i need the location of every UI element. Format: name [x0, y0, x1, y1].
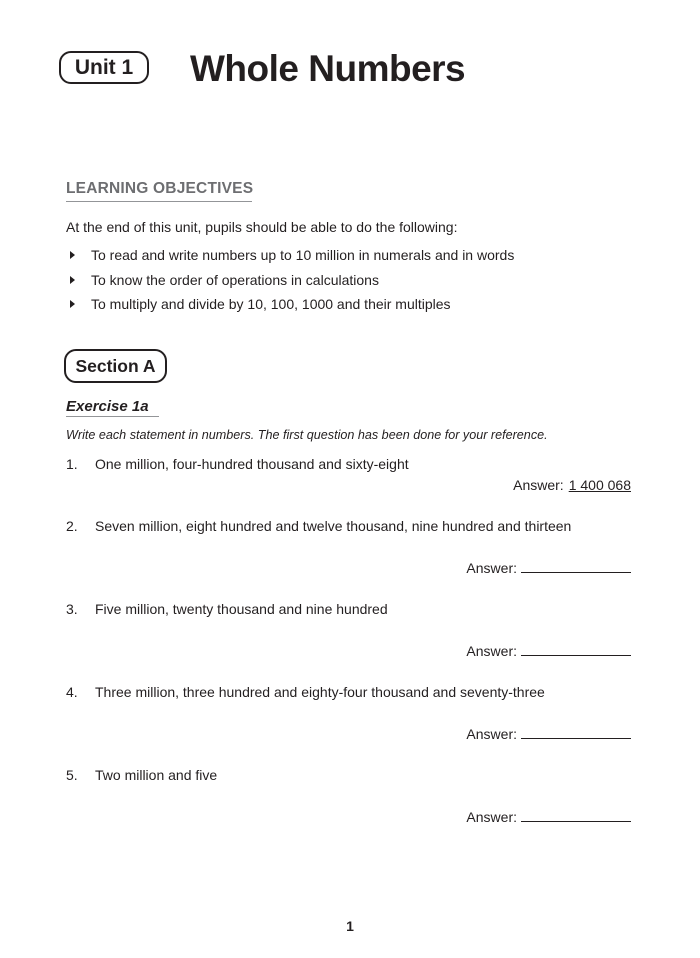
- answer-blank[interactable]: [521, 737, 631, 739]
- question-number: 1.: [66, 456, 78, 472]
- question-4: [66, 684, 545, 700]
- question-text: Seven million, eight hundred and twelve thousand, nine hundred and thirteen: [95, 518, 572, 534]
- question-number: 5.: [66, 767, 78, 783]
- section-badge: [64, 349, 167, 383]
- learning-objectives-heading: LEARNING OBJECTIVES: [66, 180, 252, 202]
- objective-item: [66, 268, 514, 293]
- question-number: 3.: [66, 601, 78, 617]
- section-label: Section A: [75, 355, 156, 376]
- objectives-list: [66, 243, 514, 317]
- answer-5: [466, 809, 631, 825]
- answer-4: [466, 726, 631, 742]
- answer-label: Answer:: [466, 643, 517, 659]
- answer-value: 1 400 068: [568, 477, 631, 493]
- exercise-instructions: Write each statement in numbers. The first question has been done for your reference.: [66, 428, 548, 442]
- answer-blank[interactable]: [521, 571, 631, 573]
- question-number: 4.: [66, 684, 78, 700]
- answer-label: Answer:: [466, 560, 517, 576]
- objective-item: [66, 292, 514, 317]
- question-text: Three million, three hundred and eighty-four thousand and seventy-three: [95, 684, 545, 700]
- question-text: One million, four-hundred thousand and sixty-eight: [95, 456, 409, 472]
- objective-item: [66, 243, 514, 268]
- answer-blank[interactable]: [521, 820, 631, 822]
- unit-title: Whole Numbers: [190, 48, 466, 89]
- triangle-bullet-icon: [70, 300, 75, 308]
- question-1: [66, 456, 409, 472]
- answer-blank[interactable]: [521, 654, 631, 656]
- question-number: 2.: [66, 518, 78, 534]
- learning-objectives-intro: At the end of this unit, pupils should be able to do the following:: [66, 219, 458, 235]
- question-2: [66, 518, 571, 534]
- question-text: Two million and five: [95, 767, 218, 783]
- question-5: [66, 767, 217, 783]
- unit-badge: [59, 51, 149, 84]
- objective-text: To read and write numbers up to 10 million in numerals and in words: [91, 247, 515, 264]
- unit-label: Unit 1: [74, 55, 134, 79]
- answer-1: [513, 477, 631, 493]
- triangle-bullet-icon: [70, 251, 75, 259]
- answer-label: Answer:: [466, 726, 517, 742]
- objective-text: To multiply and divide by 10, 100, 1000 and their multiples: [91, 296, 451, 313]
- answer-label: Answer:: [513, 477, 564, 493]
- exercise-title: Exercise 1a: [66, 398, 159, 417]
- answer-label: Answer:: [466, 809, 517, 825]
- question-text: Five million, twenty thousand and nine hundred: [95, 601, 388, 617]
- answer-3: [466, 643, 631, 659]
- answer-2: [466, 560, 631, 576]
- triangle-bullet-icon: [70, 276, 75, 284]
- question-3: [66, 601, 388, 617]
- page-number: 1: [346, 918, 354, 934]
- objective-text: To know the order of operations in calculations: [91, 271, 379, 288]
